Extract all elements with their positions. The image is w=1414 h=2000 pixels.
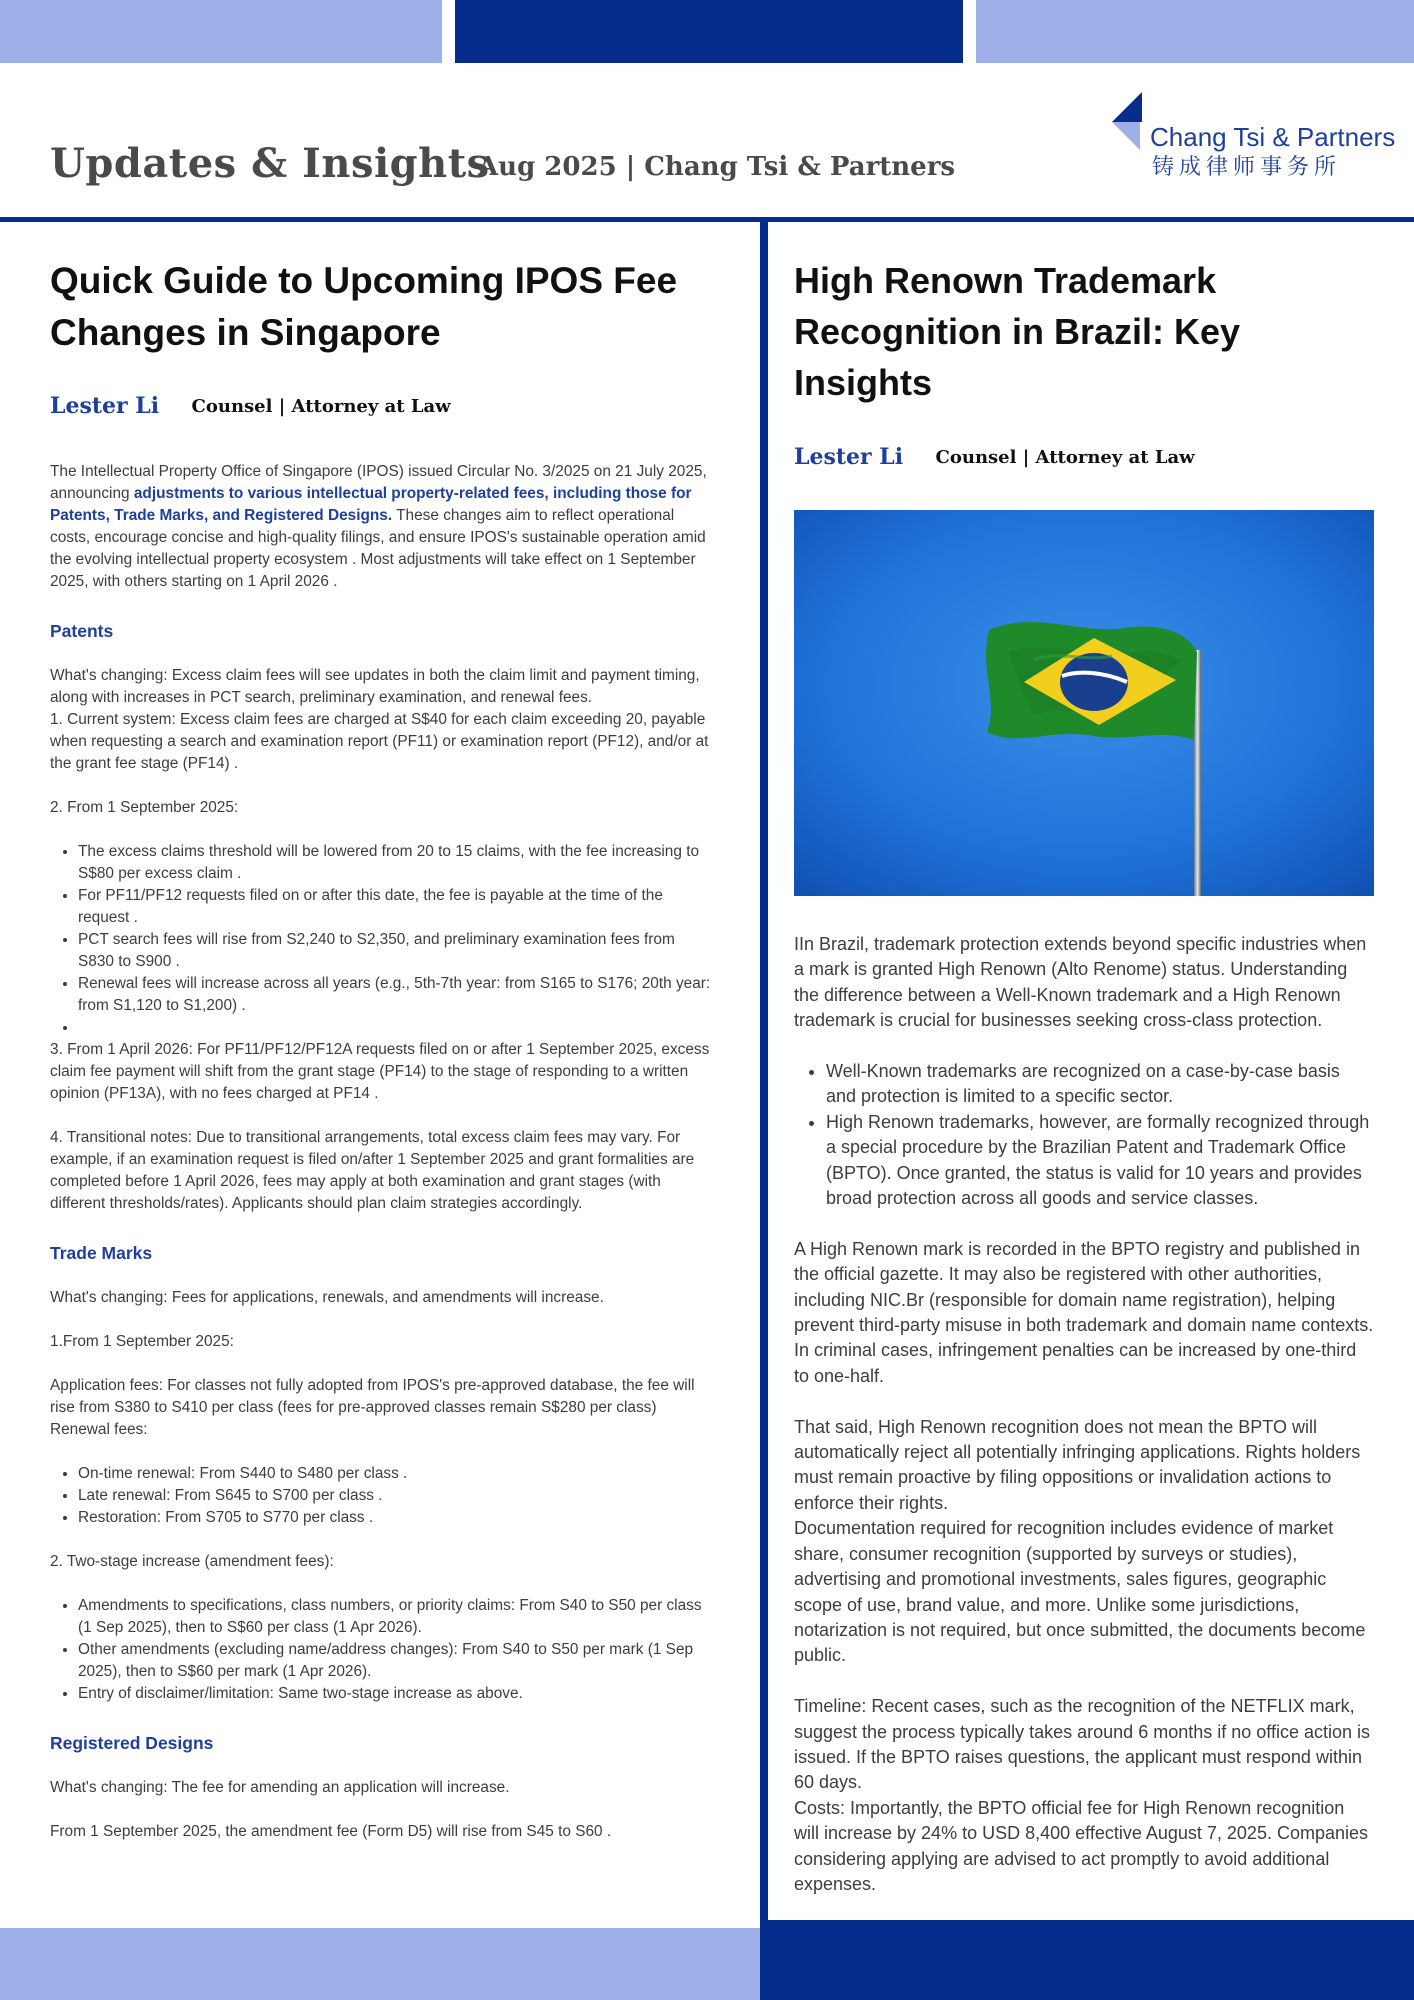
- list-item: • Late renewal: From S645 to S700 per class .: [78, 1485, 715, 1507]
- paragraph: 4. Transitional notes: Due to transitional arrangements, total excess claim fees may vary. For example, if an examination request is filed on/after 1 September 2025 and grant formalities are completed before 1 April 2026, fees may apply at both examination and grant stages (with different thresholds/rates). Applicants should plan claim strategies accordingly.: [50, 1129, 695, 1212]
- patents-list: [78, 841, 715, 1039]
- article-title: Quick Guide to Upcoming IPOS Fee Changes in Singapore: [50, 260, 678, 353]
- list-item: • Renewal fees will increase across all years (e.g., 5th-7th year: from S165 to S176; 20th year: from S1,120 to S1,200) .: [78, 973, 715, 1017]
- top-bar-center: [455, 0, 963, 63]
- list-item-empty: [78, 1017, 715, 1039]
- section-heading-patents: Patents: [50, 621, 114, 641]
- list-item: • Amendments to specifications, class numbers, or priority claims: From S40 to S50 per class (1 Sep 2025), then to S$60 per class (1 Apr 2026).: [78, 1595, 715, 1639]
- paragraph: Documentation required for recognition includes evidence of market share, consumer recognition (supported by surveys or studies), advertising and promotional investments, sales figures, geographic scope of use, brand value, and more. Unlike some jurisdictions, notarization is not required, but once submitted, the documents become public.: [794, 1518, 1366, 1666]
- intro-text-end: These changes aim to reflect operational costs, encourage concise and high-quality filings, and ensure IPOS's sustainable operation amid the evolving intellectual property ecosystem . Most adjustments will take effect on 1 September 2025, with others starting on 1 April 2026 .: [50, 507, 706, 590]
- brazil-flag-photo: [794, 510, 1374, 896]
- firm-logo: [1112, 92, 1396, 182]
- paragraph: A High Renown mark is recorded in the BPTO registry and published in the official gazette. It may also be registered with other authorities, including NIC.Br (responsible for domain name registration), helping prevent third-party misuse in both trademark and domain name contexts. In criminal cases, infringement penalties can be increased by one-third to one-half.: [794, 1238, 1374, 1386]
- header-rule: [0, 217, 1414, 222]
- paragraph: 2. Two-stage increase (amendment fees):: [50, 1553, 334, 1570]
- paragraph: Renewal fees:: [50, 1421, 148, 1438]
- paragraph: Application fees: For classes not fully adopted from IPOS's pre-approved database, the fee will rise from S380 to S410 per class (fees for pre-approved classes remain S$280 per class): [50, 1377, 695, 1416]
- paragraph: Timeline: Recent cases, such as the recognition of the NETFLIX mark, suggest the process typically takes around 6 months if no office action is issued. If the BPTO raises questions, the applicant must respond within 60 days.: [794, 1696, 1370, 1793]
- footer-bar-left: [0, 1928, 760, 2000]
- list-item: • On-time renewal: From S440 to S480 per class .: [78, 1463, 715, 1485]
- paragraph: What's changing: Fees for applications, renewals, and amendments will increase.: [50, 1289, 604, 1306]
- author-role: Counsel | Attorney at Law: [935, 446, 1195, 468]
- article-body: [794, 932, 1374, 1897]
- byline: [794, 444, 1374, 474]
- paragraph: What's changing: Excess claim fees will see updates in both the claim limit and payment timing, along with increases in PCT search, preliminary examination, and renewal fees.: [50, 667, 700, 706]
- list-item: • High Renown trademarks, however, are formally recognized through a special procedure by the Brazilian Patent and Trademark Office (BPTO). Once granted, the status is valid for 10 years and provides broad protection across all goods and service classes.: [826, 1110, 1374, 1212]
- logo-wordmark: Chang Tsi & Partners: [1150, 122, 1396, 152]
- author-name: Lester Li: [50, 393, 160, 419]
- triangle-logo-icon: [1112, 92, 1152, 158]
- paragraph: That said, High Renown recognition does not mean the BPTO will automatically reject all potentially infringing applications. Rights holders must remain proactive by filing oppositions or invalidation actions to enforce their rights.: [794, 1416, 1361, 1513]
- trademark-types-list: [826, 1059, 1374, 1211]
- list-item: • Well-Known trademarks are recognized on a case-by-case basis and protection is limited to a specific sector.: [826, 1059, 1374, 1110]
- paragraph: What's changing: The fee for amending an application will increase.: [50, 1779, 510, 1796]
- list-item: • For PF11/PF12 requests filed on or after this date, the fee is payable at the time of the request .: [78, 885, 715, 929]
- section-heading-designs: Registered Designs: [50, 1733, 214, 1753]
- top-bar-right: [976, 0, 1414, 63]
- paragraph: 1. Current system: Excess claim fees are charged at S$40 for each claim exceeding 20, payable when requesting a search and examination report (PF11) or examination report (PF12), and/or at the grant fee stage (PF14) .: [50, 711, 709, 772]
- article-ipos: [50, 255, 715, 1843]
- list-item: • Restoration: From S705 to S770 per class .: [78, 1507, 715, 1529]
- column-divider: [760, 222, 768, 2000]
- paragraph: 2. From 1 September 2025:: [50, 799, 239, 816]
- author-name: Lester Li: [794, 444, 904, 470]
- author-role: Counsel | Attorney at Law: [191, 395, 451, 417]
- renewal-list: [78, 1463, 715, 1529]
- brazil-flag-illustration: [794, 510, 1374, 896]
- article-title: High Renown Trademark Recognition in Brazil: Key Insights: [794, 260, 1241, 403]
- top-bar-left: [0, 0, 442, 63]
- amendment-list: [78, 1595, 715, 1705]
- paragraph: 3. From 1 April 2026: For PF11/PF12/PF12A requests filed on or after 1 September 2025, excess claim fee payment will shift from the grant stage (PF14) to the stage of responding to a written opinion (PF13A), with no fees charged at PF14 .: [50, 1041, 710, 1102]
- byline: [50, 393, 715, 423]
- section-heading-trademarks: Trade Marks: [50, 1243, 153, 1263]
- paragraph: From 1 September 2025, the amendment fee (Form D5) will rise from S45 to S60 .: [50, 1823, 612, 1840]
- paragraph: 1.From 1 September 2025:: [50, 1333, 234, 1350]
- intro-text: The Intellectual Property Office of Singapore (IPOS) issued Circular No. 3/2025 on 21 July 2025, announcing: [50, 463, 707, 502]
- logo-chinese-name: 铸成律师事务所: [1152, 155, 1342, 180]
- footer-bar-right: [760, 1920, 1414, 2000]
- paragraph: IIn Brazil, trademark protection extends beyond specific industries when a mark is granted High Renown (Alto Renome) status. Understanding the difference between a Well-Known trademark and a High Renown trademark is crucial for businesses seeking cross-class protection.: [794, 934, 1367, 1031]
- list-item: • PCT search fees will rise from S2,240 to S2,350, and preliminary examination fees from S830 to S900 .: [78, 929, 715, 973]
- intro-highlight: adjustments to various intellectual property-related fees, including those for Patents, Trade Marks, and Registered Designs.: [50, 485, 692, 524]
- newsletter-title: Updates & Insights: [50, 140, 490, 187]
- list-item: • Entry of disclaimer/limitation: Same two-stage increase as above.: [78, 1683, 715, 1705]
- article-brazil: [794, 255, 1374, 1897]
- intro-paragraph: [50, 461, 715, 593]
- article-body: [50, 461, 715, 1843]
- list-item: • The excess claims threshold will be lowered from 20 to 15 claims, with the fee increasing to S$80 per excess claim .: [78, 841, 715, 885]
- newsletter-subtitle: Aug 2025 | Chang Tsi & Partners: [478, 152, 956, 182]
- list-item: • Other amendments (excluding name/address changes): From S40 to S50 per mark (1 Sep 2025), then to S$60 per mark (1 Apr 2026).: [78, 1639, 715, 1683]
- paragraph: Costs: Importantly, the BPTO official fee for High Renown recognition will increase by 24% to USD 8,400 effective August 7, 2025. Companies considering applying are advised to act promptly to avoid additional expenses.: [794, 1797, 1368, 1894]
